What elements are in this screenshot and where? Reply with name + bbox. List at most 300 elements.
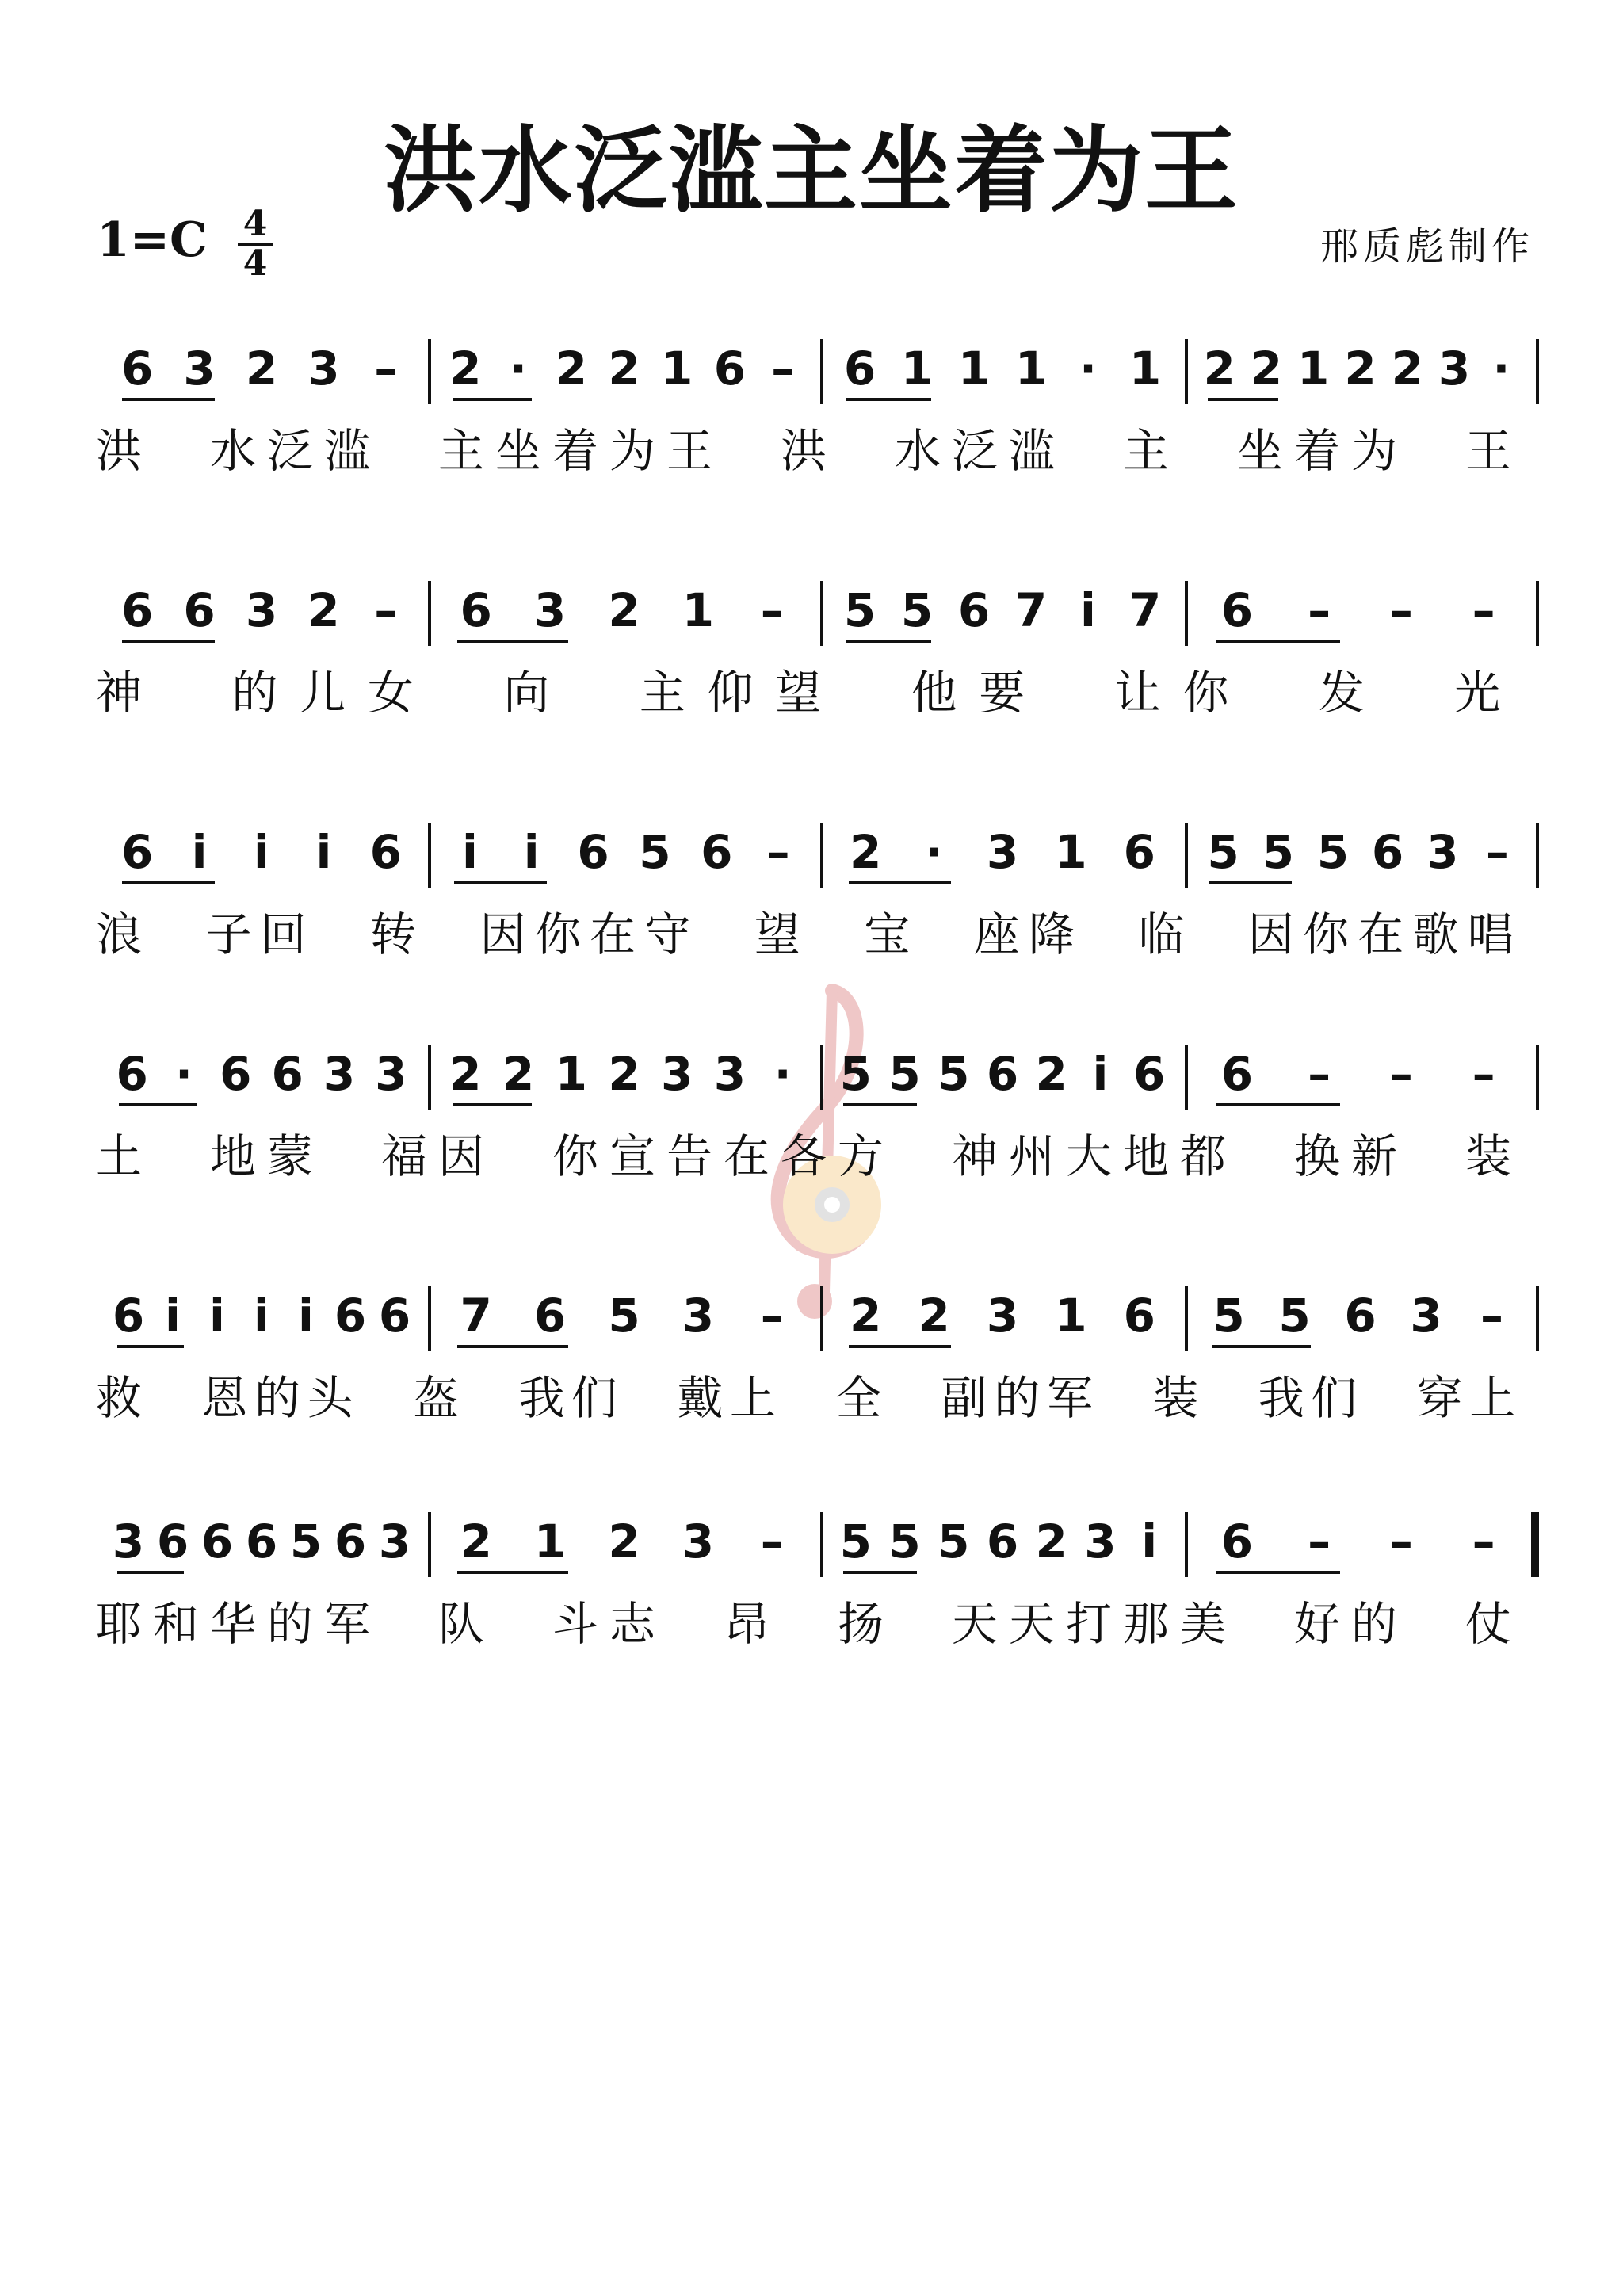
lyric-char: 你 <box>1182 666 1229 720</box>
barline <box>1536 1045 1539 1110</box>
barline <box>1536 581 1539 646</box>
note: 3 <box>1410 1289 1442 1343</box>
note: 6 <box>369 825 402 879</box>
lyric-char: 打 <box>1065 1597 1112 1651</box>
lyric-char: 斗 <box>552 1597 598 1651</box>
barline <box>1185 1045 1188 1110</box>
note: 3 <box>661 1047 693 1101</box>
barline <box>820 1045 823 1110</box>
note: 6 <box>334 1289 367 1343</box>
lyric-char: 们 <box>571 1371 617 1425</box>
beam-underline <box>1216 640 1340 643</box>
note: 6 <box>1220 583 1254 637</box>
score-row <box>0 1498 1623 1656</box>
lyric-char: 美 <box>1179 1597 1226 1651</box>
dash-extension: – <box>760 1289 784 1343</box>
barline <box>428 1045 431 1110</box>
note: 6 <box>460 583 492 637</box>
dash-extension: – <box>1472 1047 1495 1101</box>
lyric-char: 地 <box>209 1129 256 1183</box>
lyric-char: 军 <box>1046 1371 1093 1425</box>
score-row <box>0 325 1623 483</box>
dash-extension: – <box>1308 1515 1331 1568</box>
lyric-char: 全 <box>835 1371 882 1425</box>
lyric-char: 宝 <box>864 907 911 961</box>
lyric-char: 那 <box>1122 1597 1169 1651</box>
lyric-char: 新 <box>1350 1129 1397 1183</box>
beam-underline <box>1212 1345 1312 1348</box>
barline <box>428 823 431 888</box>
lyric-char: 座 <box>973 907 1020 961</box>
note: 2 <box>608 342 640 395</box>
dash-extension: – <box>760 1515 784 1568</box>
note: 6 <box>577 825 609 879</box>
note: 6 <box>986 1047 1019 1101</box>
note: 5 <box>900 583 934 637</box>
barline <box>1185 581 1188 646</box>
note: 7 <box>1014 583 1048 637</box>
note: 5 <box>843 583 876 637</box>
beam-underline <box>122 398 216 401</box>
dash-extension: – <box>374 342 398 395</box>
note: 1 <box>661 342 693 395</box>
note: 6 <box>1123 825 1155 879</box>
lyric-char: 救 <box>95 1371 142 1425</box>
lyric-char: 主 <box>1122 424 1169 478</box>
lyric-char: 你 <box>552 1129 598 1183</box>
beam-underline <box>849 881 952 884</box>
note: 2 <box>449 1047 482 1101</box>
note: 2 <box>1203 342 1235 395</box>
time-signature <box>238 204 273 284</box>
lyric-char: 主 <box>639 666 685 720</box>
lyric-char: 泛 <box>951 424 998 478</box>
note: 7 <box>1128 583 1162 637</box>
note: 3 <box>1438 342 1471 395</box>
beam-underline <box>846 398 931 401</box>
note: 5 <box>1278 1289 1311 1343</box>
lyric-char: 在 <box>1358 907 1404 961</box>
beam-underline <box>843 1103 917 1106</box>
note: 2 <box>449 342 482 395</box>
score-row <box>0 1030 1623 1189</box>
lyric-char: 宣 <box>609 1129 655 1183</box>
lyric-char: 降 <box>1028 907 1075 961</box>
note: i <box>254 825 269 879</box>
lyric-char: 光 <box>1454 666 1501 720</box>
dot-extension: · <box>1079 342 1098 395</box>
beam-underline <box>122 881 216 884</box>
lyric-char: 着 <box>1293 424 1340 478</box>
lyric-char: 在 <box>723 1129 769 1183</box>
lyric-char: 的 <box>254 1371 300 1425</box>
lyric-char: 装 <box>1152 1371 1199 1425</box>
beam-underline <box>1216 1103 1340 1106</box>
beam-underline <box>457 1571 568 1574</box>
note: 6 <box>378 1289 411 1343</box>
note: 2 <box>608 1515 640 1568</box>
score-row <box>0 567 1623 725</box>
lyric-char: 转 <box>370 907 417 961</box>
lyric-char: 们 <box>1311 1371 1358 1425</box>
lyric-char: 你 <box>1303 907 1350 961</box>
lyric-char: 王 <box>1465 424 1511 478</box>
dash-extension: – <box>1308 583 1331 637</box>
lyric-char: 副 <box>941 1371 987 1425</box>
barline <box>1536 1286 1539 1351</box>
note: 2 <box>608 583 640 637</box>
note: 2 <box>1391 342 1423 395</box>
lyric-char: 土 <box>95 1129 142 1183</box>
lyric-char: 儿 <box>300 666 346 720</box>
lyric-char: 上 <box>1469 1371 1516 1425</box>
author-credit: 邢质彪制作 <box>1319 224 1534 269</box>
lyric-char: 盔 <box>412 1371 459 1425</box>
lyric-char: 因 <box>437 1129 484 1183</box>
lyric-char: 福 <box>380 1129 427 1183</box>
note: 3 <box>112 1515 145 1568</box>
lyric-char: 我 <box>518 1371 565 1425</box>
lyric-char: 各 <box>780 1129 827 1183</box>
note: 5 <box>289 1515 323 1568</box>
lyric-char: 向 <box>503 666 550 720</box>
key-signature: 1=C <box>97 212 208 268</box>
dash-extension: – <box>760 583 784 637</box>
note: 2 <box>1035 1515 1067 1568</box>
lyric-char: 大 <box>1065 1129 1112 1183</box>
note: 6 <box>843 342 876 395</box>
dot-extension: · <box>510 342 528 395</box>
note: i <box>1080 583 1096 637</box>
note: 1 <box>1055 825 1087 879</box>
note: 5 <box>1316 825 1350 879</box>
note: 6 <box>1220 1047 1254 1101</box>
note: 6 <box>121 583 154 637</box>
lyric-char: 滥 <box>323 424 370 478</box>
lyric-char: 和 <box>152 1597 199 1651</box>
beam-underline <box>1208 398 1278 401</box>
lyric-char: 你 <box>534 907 581 961</box>
lyric-char: 装 <box>1465 1129 1511 1183</box>
lyric-char: 因 <box>1247 907 1294 961</box>
dash-extension: – <box>374 583 398 637</box>
note: 1 <box>1297 342 1330 395</box>
note: 6 <box>1132 1047 1166 1101</box>
note: 5 <box>839 1047 873 1101</box>
lyric-char: 天 <box>1008 1597 1055 1651</box>
note: 2 <box>918 1289 950 1343</box>
lyric-char: 滥 <box>1008 424 1055 478</box>
barline <box>428 1512 431 1577</box>
lyric-char: 子 <box>205 907 252 961</box>
note: 1 <box>957 342 991 395</box>
note: i <box>209 1289 225 1343</box>
note: 1 <box>900 342 934 395</box>
note: 2 <box>307 583 340 637</box>
lyric-char: 戴 <box>677 1371 724 1425</box>
note: 6 <box>713 342 747 395</box>
lyric-char: 让 <box>1114 666 1161 720</box>
beam-underline <box>453 1103 532 1106</box>
lyric-char: 回 <box>260 907 307 961</box>
lyric-char: 头 <box>307 1371 353 1425</box>
lyric-char: 地 <box>1122 1129 1169 1183</box>
note: 5 <box>639 825 671 879</box>
dash-extension: – <box>1480 1289 1503 1343</box>
score-title: 洪水泛滥主坐着为王 <box>383 115 1239 225</box>
lyric-char: 发 <box>1318 666 1365 720</box>
barline <box>1185 823 1188 888</box>
lyric-char: 仰 <box>707 666 754 720</box>
beam-underline <box>122 640 216 643</box>
note: 3 <box>307 342 340 395</box>
lyric-char: 王 <box>666 424 712 478</box>
note: 2 <box>245 342 278 395</box>
barline <box>1185 1286 1188 1351</box>
note: 5 <box>1207 825 1239 879</box>
note: 6 <box>183 583 216 637</box>
note: 6 <box>1123 1289 1155 1343</box>
note: i <box>298 1289 314 1343</box>
barline <box>820 1286 823 1351</box>
beam-underline <box>117 1345 184 1348</box>
note: 2 <box>1035 1047 1067 1101</box>
lyric-char: 神 <box>951 1129 998 1183</box>
note: 3 <box>378 1515 411 1568</box>
barline <box>1185 339 1188 404</box>
note: 6 <box>957 583 991 637</box>
lyric-char: 州 <box>1008 1129 1055 1183</box>
lyric-char: 天 <box>951 1597 998 1651</box>
barline <box>428 581 431 646</box>
note: 6 <box>986 1515 1019 1568</box>
lyric-char: 告 <box>666 1129 712 1183</box>
note: i <box>461 825 478 879</box>
note: 6 <box>245 1515 278 1568</box>
note: 2 <box>460 1515 492 1568</box>
lyric-char: 浪 <box>95 907 142 961</box>
lyric-char: 守 <box>644 907 691 961</box>
note: 3 <box>323 1047 356 1101</box>
lyric-char: 要 <box>979 666 1025 720</box>
note: i <box>1141 1515 1158 1568</box>
note: 3 <box>1426 825 1459 879</box>
lyric-char: 换 <box>1293 1129 1340 1183</box>
lyric-char: 神 <box>95 666 142 720</box>
barline <box>820 823 823 888</box>
lyric-char: 洪 <box>780 424 827 478</box>
dash-extension: – <box>1389 583 1413 637</box>
note: i <box>315 825 332 879</box>
beam-underline <box>457 640 568 643</box>
note: 5 <box>839 1515 873 1568</box>
beam-underline <box>843 1571 917 1574</box>
dash-extension: – <box>766 825 790 879</box>
barline <box>428 339 431 404</box>
note: 5 <box>1212 1289 1245 1343</box>
dot-extension: · <box>925 825 943 879</box>
lyric-char: 望 <box>775 666 822 720</box>
note: 6 <box>200 1515 234 1568</box>
note: i <box>523 825 540 879</box>
note: 2 <box>1344 342 1377 395</box>
beam-underline <box>119 1103 197 1106</box>
lyric-char: 都 <box>1179 1129 1226 1183</box>
note: 1 <box>1128 342 1162 395</box>
lyric-char: 华 <box>209 1597 256 1651</box>
score-row <box>0 1272 1623 1431</box>
note: 6 <box>1344 1289 1377 1343</box>
dash-extension: – <box>771 342 795 395</box>
note: 3 <box>183 342 216 395</box>
note: 3 <box>375 1047 407 1101</box>
lyric-char: 望 <box>754 907 800 961</box>
lyric-char: 扬 <box>837 1597 884 1651</box>
note: 2 <box>850 825 882 879</box>
note: 5 <box>608 1289 640 1343</box>
time-signature-top: 4 <box>242 204 268 244</box>
note: 6 <box>121 342 154 395</box>
note: 5 <box>888 1515 921 1568</box>
note: 2 <box>1250 342 1283 395</box>
note: 6 <box>220 1047 252 1101</box>
lyric-char: 坐 <box>1236 424 1283 478</box>
lyric-char: 方 <box>837 1129 884 1183</box>
dash-extension: – <box>1472 583 1495 637</box>
lyric-char: 耶 <box>95 1597 142 1651</box>
note: 3 <box>682 1515 715 1568</box>
note: 3 <box>986 825 1019 879</box>
note: 3 <box>533 583 567 637</box>
beam-underline <box>1209 881 1292 884</box>
barline <box>1536 823 1539 888</box>
lyric-char: 因 <box>479 907 526 961</box>
beam-underline <box>454 881 547 884</box>
lyric-char: 女 <box>367 666 414 720</box>
dot-extension: · <box>1492 342 1510 395</box>
score-row <box>0 808 1623 967</box>
barline <box>1536 339 1539 404</box>
note: 2 <box>502 1047 535 1101</box>
lyric-char: 军 <box>323 1597 370 1651</box>
lyric-char: 蒙 <box>266 1129 313 1183</box>
note: 5 <box>938 1515 970 1568</box>
note: 3 <box>682 1289 715 1343</box>
lyric-char: 的 <box>266 1597 313 1651</box>
barline <box>1185 1512 1188 1577</box>
lyric-char: 主 <box>437 424 484 478</box>
dot-extension: · <box>174 1047 193 1101</box>
note: i <box>1092 1047 1109 1101</box>
lyric-char: 队 <box>437 1597 484 1651</box>
beam-underline <box>849 1345 952 1348</box>
note: 6 <box>1371 825 1404 879</box>
lyric-char: 我 <box>1258 1371 1304 1425</box>
lyric-char: 唱 <box>1467 907 1514 961</box>
note: 2 <box>555 342 587 395</box>
lyric-char: 歌 <box>1412 907 1459 961</box>
lyric-char: 在 <box>590 907 636 961</box>
note: 5 <box>1262 825 1294 879</box>
note: 3 <box>986 1289 1019 1343</box>
note: 6 <box>116 1047 148 1101</box>
barline <box>820 1512 823 1577</box>
note: 5 <box>888 1047 921 1101</box>
lyric-char: 为 <box>1350 424 1397 478</box>
beam-underline <box>1216 1571 1340 1574</box>
lyric-char: 水 <box>894 424 941 478</box>
note: 2 <box>850 1289 882 1343</box>
lyric-char: 他 <box>911 666 957 720</box>
note: 6 <box>334 1515 367 1568</box>
note: 6 <box>1220 1515 1254 1568</box>
beam-underline <box>457 1345 568 1348</box>
beam-underline <box>846 640 931 643</box>
note: i <box>191 825 208 879</box>
lyric-char: 的 <box>1350 1597 1397 1651</box>
lyric-char: 洪 <box>95 424 142 478</box>
dash-extension: – <box>1472 1515 1495 1568</box>
lyric-char: 好 <box>1293 1597 1340 1651</box>
lyric-char: 恩 <box>201 1371 248 1425</box>
final-barline <box>1531 1512 1539 1577</box>
dash-extension: – <box>1485 825 1509 879</box>
note: 3 <box>245 583 278 637</box>
note: i <box>254 1289 269 1343</box>
beam-underline <box>117 1571 184 1574</box>
lyric-char: 志 <box>609 1597 655 1651</box>
note: 6 <box>156 1515 189 1568</box>
note: 3 <box>1084 1515 1117 1568</box>
note: 7 <box>460 1289 492 1343</box>
note: 2 <box>608 1047 640 1101</box>
lyric-char: 的 <box>231 666 278 720</box>
lyric-char: 水 <box>209 424 256 478</box>
note: 6 <box>701 825 733 879</box>
note: 1 <box>533 1515 567 1568</box>
note: 1 <box>1055 1289 1087 1343</box>
lyric-char: 穿 <box>1416 1371 1463 1425</box>
time-signature-bottom: 4 <box>242 243 268 284</box>
lyric-char: 临 <box>1138 907 1185 961</box>
note: 6 <box>533 1289 567 1343</box>
beam-underline <box>453 398 532 401</box>
lyric-char: 的 <box>994 1371 1041 1425</box>
barline <box>820 581 823 646</box>
dot-extension: · <box>773 1047 792 1101</box>
note: 6 <box>112 1289 145 1343</box>
lyric-char: 着 <box>552 424 598 478</box>
barline <box>428 1286 431 1351</box>
lyric-char: 泛 <box>266 424 313 478</box>
note: 6 <box>271 1047 304 1101</box>
barline <box>820 339 823 404</box>
note: 1 <box>682 583 715 637</box>
lyric-char: 为 <box>609 424 655 478</box>
note: 3 <box>713 1047 747 1101</box>
lyric-char: 上 <box>729 1371 776 1425</box>
note: 1 <box>555 1047 587 1101</box>
lyric-char: 仗 <box>1465 1597 1511 1651</box>
note: i <box>165 1289 181 1343</box>
lyric-char: 昂 <box>723 1597 769 1651</box>
lyric-char: 坐 <box>495 424 541 478</box>
dash-extension: – <box>1389 1047 1413 1101</box>
dash-extension: – <box>1308 1047 1331 1101</box>
dash-extension: – <box>1389 1515 1413 1568</box>
note: 6 <box>121 825 154 879</box>
note: 1 <box>1014 342 1048 395</box>
